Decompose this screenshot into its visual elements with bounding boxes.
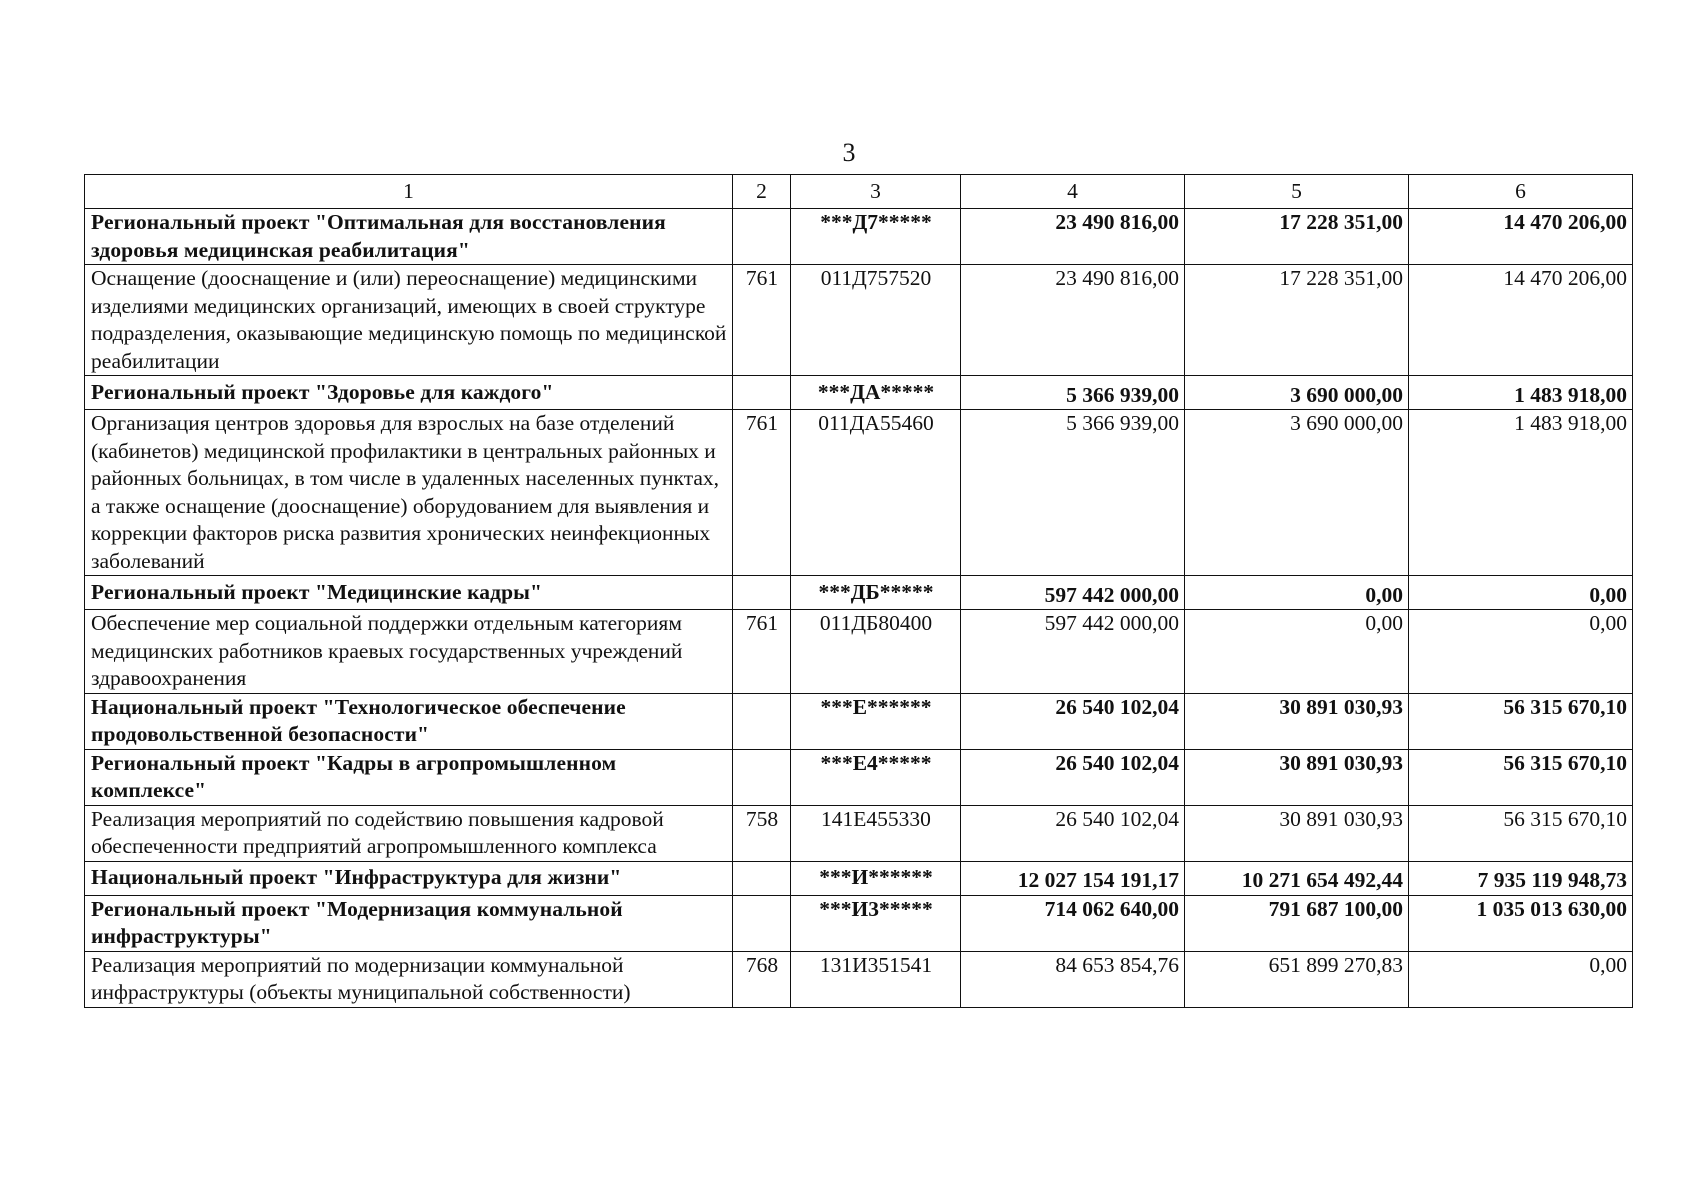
row-value-col5: 651 899 270,83 [1185, 951, 1409, 1007]
row-grbs-code: 761 [733, 265, 791, 376]
row-value-col5: 30 891 030,93 [1185, 749, 1409, 805]
row-target-code: ***Д7***** [791, 209, 961, 265]
row-value-col6: 0,00 [1409, 576, 1633, 610]
row-grbs-code [733, 693, 791, 749]
row-grbs-code [733, 749, 791, 805]
row-value-col6: 1 483 918,00 [1409, 376, 1633, 410]
row-grbs-code: 758 [733, 805, 791, 861]
row-value-col5: 3 690 000,00 [1185, 376, 1409, 410]
row-value-col4: 84 653 854,76 [961, 951, 1185, 1007]
row-name: Региональный проект "Медицинские кадры" [85, 576, 733, 610]
row-value-col5: 791 687 100,00 [1185, 895, 1409, 951]
item-row [85, 805, 1633, 861]
row-value-col6: 56 315 670,10 [1409, 805, 1633, 861]
row-value-col5: 30 891 030,93 [1185, 693, 1409, 749]
row-target-code: 131И351541 [791, 951, 961, 1007]
column-header-5: 5 [1185, 175, 1409, 209]
project-row [85, 209, 1633, 265]
project-row [85, 576, 1633, 610]
row-value-col6: 1 035 013 630,00 [1409, 895, 1633, 951]
column-header-2: 2 [733, 175, 791, 209]
row-value-col4: 26 540 102,04 [961, 749, 1185, 805]
row-value-col5: 10 271 654 492,44 [1185, 861, 1409, 895]
row-value-col4: 26 540 102,04 [961, 693, 1185, 749]
row-target-code: 011Д757520 [791, 265, 961, 376]
column-header-4: 4 [961, 175, 1185, 209]
row-value-col4: 23 490 816,00 [961, 265, 1185, 376]
row-name: Реализация мероприятий по содействию повышения кадровой обеспеченности предприятий агропромышленного комплекса [85, 805, 733, 861]
row-name: Оснащение (дооснащение и (или) переоснащение) медицинскими изделиями медицинских организаций, имеющих в своей структуре подразделения, оказывающие медицинскую помощь по медицинской реабилитации [85, 265, 733, 376]
row-name: Национальный проект "Технологическое обеспечение продовольственной безопасности" [85, 693, 733, 749]
row-target-code: ***Е****** [791, 693, 961, 749]
row-value-col6: 0,00 [1409, 610, 1633, 694]
row-value-col4: 714 062 640,00 [961, 895, 1185, 951]
row-target-code: 011ДА55460 [791, 410, 961, 576]
row-value-col4: 597 442 000,00 [961, 610, 1185, 694]
row-value-col6: 56 315 670,10 [1409, 693, 1633, 749]
row-target-code: 011ДБ80400 [791, 610, 961, 694]
budget-table [84, 174, 1633, 1008]
row-name: Региональный проект "Кадры в агропромышленном комплексе" [85, 749, 733, 805]
row-target-code: ***И****** [791, 861, 961, 895]
row-value-col6: 0,00 [1409, 951, 1633, 1007]
row-grbs-code [733, 209, 791, 265]
table-body [85, 175, 1633, 1008]
row-grbs-code [733, 861, 791, 895]
row-value-col5: 0,00 [1185, 576, 1409, 610]
row-value-col4: 12 027 154 191,17 [961, 861, 1185, 895]
project-row [85, 861, 1633, 895]
project-row [85, 693, 1633, 749]
row-value-col6: 7 935 119 948,73 [1409, 861, 1633, 895]
header-row [85, 175, 1633, 209]
row-value-col5: 0,00 [1185, 610, 1409, 694]
row-name: Региональный проект "Здоровье для каждого" [85, 376, 733, 410]
item-row [85, 951, 1633, 1007]
row-name: Организация центров здоровья для взрослых на базе отделений (кабинетов) медицинской профилактики в центральных районных и районных больницах, в том числе в удаленных населенных пунктах, а также оснащение (дооснащение) оборудованием для выявления и коррекции факторов риска развития хронических неинфекционных заболеваний [85, 410, 733, 576]
row-value-col5: 17 228 351,00 [1185, 265, 1409, 376]
column-header-6: 6 [1409, 175, 1633, 209]
row-name: Обеспечение мер социальной поддержки отдельным категориям медицинских работников краевых государственных учреждений здравоохранения [85, 610, 733, 694]
row-target-code: ***ДБ***** [791, 576, 961, 610]
row-value-col4: 597 442 000,00 [961, 576, 1185, 610]
row-grbs-code: 761 [733, 610, 791, 694]
page-number: 3 [842, 138, 856, 167]
row-name: Региональный проект "Модернизация коммунальной инфраструктуры" [85, 895, 733, 951]
row-value-col6: 56 315 670,10 [1409, 749, 1633, 805]
row-value-col4: 26 540 102,04 [961, 805, 1185, 861]
row-grbs-code [733, 576, 791, 610]
project-row [85, 895, 1633, 951]
row-value-col6: 14 470 206,00 [1409, 209, 1633, 265]
row-target-code: ***ДА***** [791, 376, 961, 410]
row-value-col4: 23 490 816,00 [961, 209, 1185, 265]
item-row [85, 410, 1633, 576]
row-value-col4: 5 366 939,00 [961, 376, 1185, 410]
row-grbs-code [733, 895, 791, 951]
project-row [85, 749, 1633, 805]
row-name: Региональный проект "Оптимальная для восстановления здоровья медицинская реабилитация" [85, 209, 733, 265]
row-target-code: ***Е4***** [791, 749, 961, 805]
row-grbs-code: 768 [733, 951, 791, 1007]
row-target-code: ***И3***** [791, 895, 961, 951]
row-value-col5: 3 690 000,00 [1185, 410, 1409, 576]
row-value-col6: 1 483 918,00 [1409, 410, 1633, 576]
column-header-3: 3 [791, 175, 961, 209]
row-grbs-code: 761 [733, 410, 791, 576]
item-row [85, 265, 1633, 376]
column-header-1: 1 [85, 175, 733, 209]
row-target-code: 141Е455330 [791, 805, 961, 861]
row-value-col5: 30 891 030,93 [1185, 805, 1409, 861]
row-value-col6: 14 470 206,00 [1409, 265, 1633, 376]
row-name: Реализация мероприятий по модернизации коммунальной инфраструктуры (объекты муниципальной собственности) [85, 951, 733, 1007]
row-value-col5: 17 228 351,00 [1185, 209, 1409, 265]
row-grbs-code [733, 376, 791, 410]
row-name: Национальный проект "Инфраструктура для жизни" [85, 861, 733, 895]
project-row [85, 376, 1633, 410]
item-row [85, 610, 1633, 694]
row-value-col4: 5 366 939,00 [961, 410, 1185, 576]
